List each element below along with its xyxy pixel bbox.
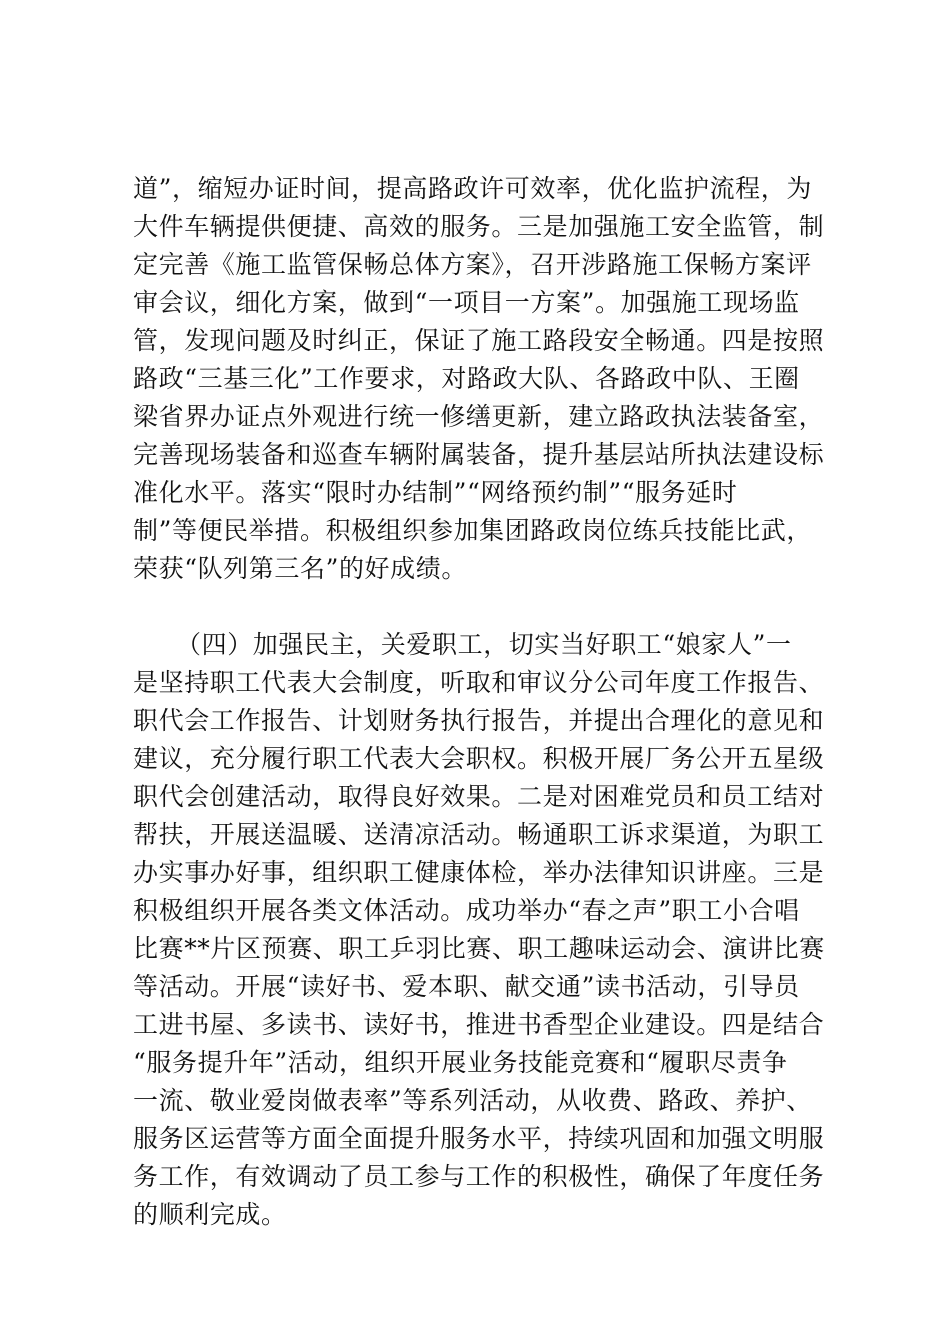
text-line: 荣获“队列第三名”的好成绩。: [133, 554, 467, 583]
text-line: 制”等便民举措。积极组织参加集团路政岗位练兵技能比武，: [133, 516, 812, 545]
text-line: 积极组织开展各类文体活动。成功举办“春之声”职工小合唱: [133, 896, 800, 925]
text-line: 办实事办好事，组织职工健康体检，举办法律知识讲座。三是: [133, 858, 825, 887]
text-line: 审会议，细化方案，做到“一项目一方案”。加强施工现场监: [133, 288, 800, 317]
text-line: 比赛**片区预赛、职工乒羽比赛、职工趣味运动会、演讲比赛: [133, 934, 825, 963]
text-line: 大件车辆提供便捷、高效的服务。三是加强施工安全监管，制: [133, 212, 825, 241]
text-line: 路政“三基三化”工作要求，对路政大队、各路政中队、王圈: [133, 364, 800, 393]
text-line: 是坚持职工代表大会制度，听取和审议分公司年度工作报告、: [133, 668, 825, 697]
text-line: 工进书屋、多读书、读好书，推进书香型企业建设。四是结合: [133, 1010, 825, 1039]
text-line: 管，发现问题及时纠正，保证了施工路段安全畅通。四是按照: [133, 326, 825, 355]
text-line: （四）加强民主，关爱职工，切实当好职工“娘家人”一: [176, 630, 792, 659]
text-line: 完善现场装备和巡查车辆附属装备，提升基层站所执法建设标: [133, 440, 825, 469]
text-line: 服务区运营等方面全面提升服务水平，持续巩固和加强文明服: [133, 1124, 825, 1153]
text-line: 准化水平。落实“限时办结制”“网络预约制”“服务延时: [133, 478, 738, 507]
text-line: 道”，缩短办证时间，提高路政许可效率，优化监护流程，为: [133, 174, 812, 203]
text-line: 梁省界办证点外观进行统一修缮更新，建立路政执法装备室，: [133, 402, 825, 431]
text-line: “服务提升年”活动，组织开展业务技能竞赛和“履职尽责争: [133, 1048, 788, 1077]
text-line: 务工作，有效调动了员工参与工作的积极性，确保了年度任务: [133, 1162, 825, 1191]
text-line: 一流、敬业爱岗做表率”等系列活动，从收费、路政、养护、: [133, 1086, 812, 1115]
text-line: 帮扶，开展送温暖、送清凉活动。畅通职工诉求渠道，为职工: [133, 820, 825, 849]
text-line: 等活动。开展“读好书、爱本职、献交通”读书活动，引导员: [133, 972, 800, 1001]
text-line: 建议，充分履行职工代表大会职权。积极开展厂务公开五星级: [133, 744, 825, 773]
text-line: 定完善《施工监管保畅总体方案》，召开涉路施工保畅方案评: [133, 250, 812, 279]
text-line: 的顺利完成。: [133, 1200, 287, 1229]
text-line: 职代会工作报告、计划财务执行报告，并提出合理化的意见和: [133, 706, 825, 735]
text-line: 职代会创建活动，取得良好效果。二是对困难党员和员工结对: [133, 782, 825, 811]
